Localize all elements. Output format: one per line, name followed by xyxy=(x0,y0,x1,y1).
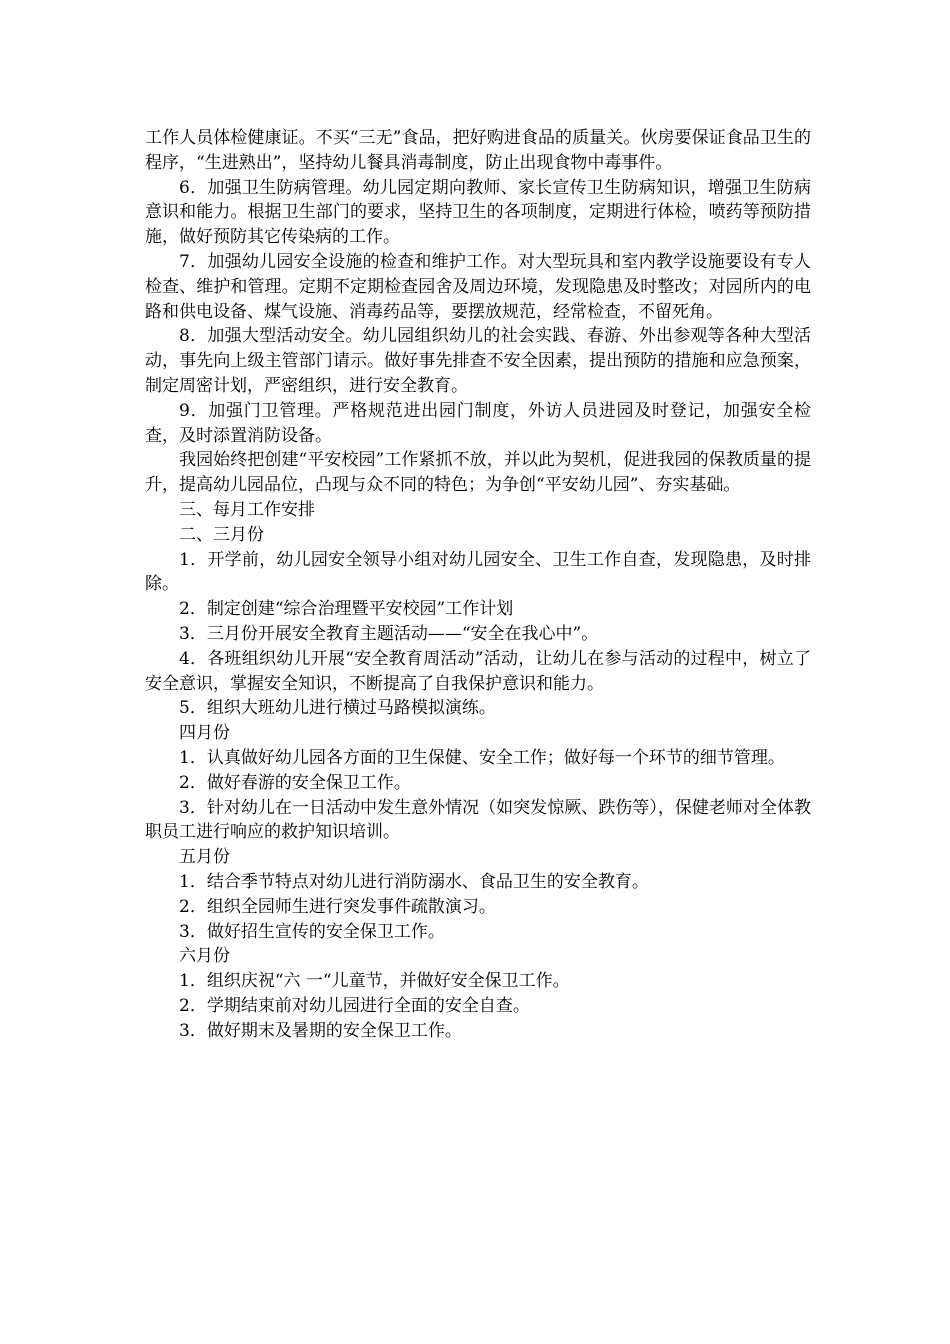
list-item: 3．做好招生宣传的安全保卫工作。 xyxy=(179,921,445,942)
list-item: 5．组织大班幼儿进行横过马路模拟演练。 xyxy=(179,698,496,719)
month-heading-june: 六月份 xyxy=(179,946,230,967)
list-item: 4．各班组织幼儿开展“安全教育周活动”活动，让幼儿在参与活动的过程中，树立了安全意识，掌握安全知识，不断提高了自我保护意识和能力。 xyxy=(145,648,811,694)
list-item: 2．制定创建“综合治理暨平安校园”工作计划 xyxy=(179,599,514,620)
list-item: 1．认真做好幼儿园各方面的卫生保健、安全工作；做好每一个环节的细节管理。 xyxy=(179,747,785,768)
section-heading-monthly-plan: 三、每月工作安排 xyxy=(179,499,315,520)
list-item: 1．组织庆祝“六 一“儿童节，并做好安全保卫工作。 xyxy=(179,971,570,992)
list-item: 3．做好期末及暑期的安全保卫工作。 xyxy=(179,1020,462,1041)
list-item: 2．做好春游的安全保卫工作。 xyxy=(179,772,411,793)
paragraph-summary: 我园始终把创建“平安校园”工作紧抓不放，并以此为契机，促进我园的保教质量的提升，提高幼儿园品位，凸现与众不同的特色；为争创“平安幼儿园”、夯实基础。 xyxy=(145,450,811,496)
paragraph-item-9-gate: 9．加强门卫管理。严格规范进出园门制度，外访人员进园及时登记，加强安全检查，及时添置消防设备。 xyxy=(145,400,811,446)
list-item: 1．开学前，幼儿园安全领导小组对幼儿园安全、卫生工作自查，发现隐患，及时排除。 xyxy=(145,549,811,595)
month-heading-april: 四月份 xyxy=(179,723,230,744)
list-item: 3．三月份开展安全教育主题活动——“安全在我心中”。 xyxy=(179,623,599,644)
list-item: 2．学期结束前对幼儿园进行全面的安全自查。 xyxy=(179,995,530,1016)
month-heading-feb-mar: 二、三月份 xyxy=(179,524,264,545)
month-heading-may: 五月份 xyxy=(179,847,230,868)
list-item: 2．组织全园师生进行突发事件疏散演习。 xyxy=(179,896,496,917)
document-body xyxy=(145,126,811,1043)
list-item: 1．结合季节特点对幼儿进行消防溺水、食品卫生的安全教育。 xyxy=(179,871,649,892)
list-item: 3．针对幼儿在一日活动中发生意外情况（如突发惊厥、跌伤等），保健老师对全体教职员工进行响应的救护知识培训。 xyxy=(145,797,811,843)
paragraph-item-8-activities: 8．加强大型活动安全。幼儿园组织幼儿的社会实践、春游、外出参观等各种大型活动，事先向上级主管部门请示。做好事先排查不安全因素，提出预防的措施和应急预案，制定周密计划，严密组织，进行安全教育。 xyxy=(145,326,811,396)
paragraph-food-safety-continued: 工作人员体检健康证。不买“三无”食品，把好购进食品的质量关。伙房要保证食品卫生的程序，“生进熟出”，坚持幼儿餐具消毒制度，防止出现食物中毒事件。 xyxy=(145,128,811,173)
paragraph-item-6-hygiene: 6．加强卫生防病管理。幼儿园定期向教师、家长宣传卫生防病知识，增强卫生防病意识和能力。根据卫生部门的要求，坚持卫生的各项制度，定期进行体检，喷药等预防措施，做好预防其它传染病的工作。 xyxy=(145,177,811,248)
paragraph-item-7-facilities: 7．加强幼儿园安全设施的检查和维护工作。对大型玩具和室内教学设施要设有专人检查、维护和管理。定期不定期检查园舍及周边环境，发现隐患及时整改；对园所内的电路和供电设备、煤气设施、消毒药品等，要摆放规范，经常检查，不留死角。 xyxy=(145,251,811,322)
